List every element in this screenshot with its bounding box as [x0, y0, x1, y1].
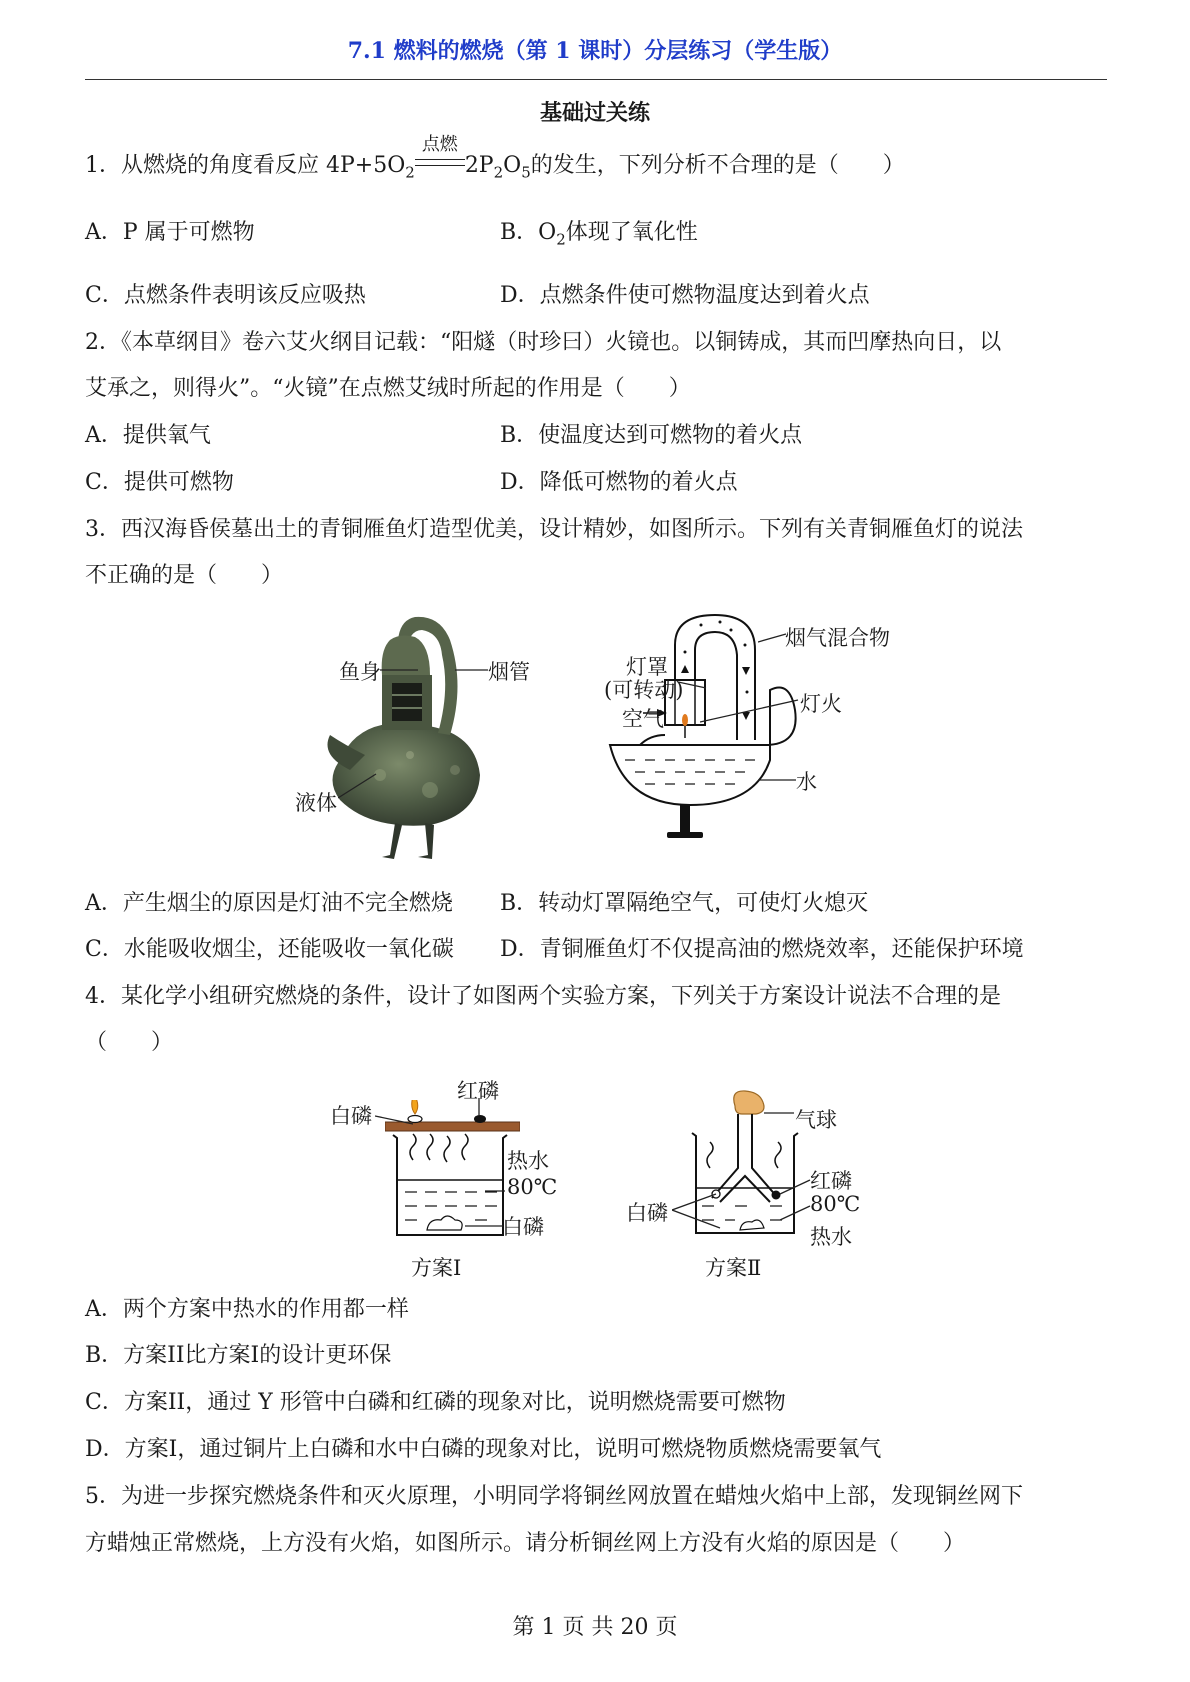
question-1-option-a: A．P 属于可燃物: [85, 220, 255, 245]
question-4-option-c: C．方案II，通过 Y 形管中白磷和红磷的现象对比，说明燃烧需要可燃物: [85, 1390, 786, 1415]
leader-water: [758, 770, 798, 790]
label-fish-body: 鱼身: [339, 660, 381, 684]
question-3-stem-line-1: 3．西汉海昏侯墓出土的青铜雁鱼灯造型优美，设计精妙，如图所示。下列有关青铜雁鱼灯的说法: [85, 517, 1024, 542]
leader-balloon: [764, 1106, 796, 1120]
bronze-lamp-photo: [290, 605, 550, 865]
question-4-stem-line-1: 4．某化学小组研究燃烧的条件，设计了如图两个实验方案，下列关于方案设计说法不合理的是: [85, 984, 1002, 1009]
question-2-option-a: A．提供氧气: [85, 423, 211, 448]
leader-white-phosphorus-2: [672, 1192, 722, 1232]
question-3-stem-line-2: 不正确的是（ ）: [85, 563, 284, 588]
leader-chimney: [455, 660, 490, 680]
reaction-condition-equals: [415, 134, 465, 172]
reaction-condition-label: 点燃: [421, 134, 458, 155]
page-header-title: 7.1 燃料的燃烧（第 1 课时）分层练习（学生版）: [347, 38, 843, 64]
question-1-stem: 1．从燃烧的角度看反应 $4P+5O_2$ 点燃 $2P_2O_5$的发生，下列分析不合理的是（ ）: [85, 134, 905, 182]
label-white-phosphorus-2: 白磷: [626, 1201, 668, 1225]
label-smoke-mix: 烟气混合物: [785, 626, 890, 650]
question-2-stem-line-2: 艾承之，则得火”。“火镜”在点燃艾绒时所起的作用是（ ）: [85, 376, 691, 401]
question-1-option-b: B．$O_2$体现了氧化性: [500, 220, 698, 249]
label-lamp-fire: 灯火: [800, 692, 842, 716]
question-5-stem-line-2: 方蜡烛正常燃烧，上方没有火焰，如图所示。请分析铜丝网上方没有火焰的原因是（ ）: [85, 1531, 966, 1556]
question-4-option-d: D．方案I，通过铜片上白磷和水中白磷的现象对比，说明可燃烧物质燃烧需要氧气: [85, 1437, 882, 1462]
page-footer: 第 1 页 共 20 页: [512, 1615, 678, 1640]
label-red-phosphorus: 红磷: [457, 1079, 499, 1103]
leader-liquid: [338, 770, 378, 800]
leader-fish-body: [380, 660, 420, 680]
section-title: 基础过关练: [539, 100, 650, 126]
question-4-option-b: B．方案II比方案I的设计更环保: [85, 1343, 392, 1368]
question-3-option-c: C．水能吸收烟尘，还能吸收一氧化碳: [85, 937, 454, 962]
label-air: 空气: [622, 707, 664, 731]
label-plan-2: 方案Ⅱ: [705, 1256, 762, 1280]
question-5-stem-line-1: 5．为进一步探究燃烧条件和灭火原理，小明同学将铜丝网放置在蜡烛火焰中上部，发现铜丝网下: [85, 1484, 1024, 1509]
label-water: 水: [796, 770, 817, 794]
label-lamp-cover: 灯罩: [626, 655, 668, 679]
label-chimney: 烟管: [488, 660, 530, 684]
leader-temperature: [485, 1184, 507, 1198]
question-3-option-b: B．转动灯罩隔绝空气，可使灯火熄灭: [500, 891, 869, 916]
question-2-stem-line-1: 2．《本草纲目》卷六艾火纲目记载：“阳燧（时珍曰）火镜也。以铜铸成，其而凹摩热向日，以: [85, 330, 1002, 355]
leader-white-phosphorus-top: [375, 1110, 415, 1130]
question-1-option-d: D．点燃条件使可燃物温度达到着火点: [500, 283, 870, 308]
question-3-option-d: D．青铜雁鱼灯不仅提高油的燃烧效率，还能保护环境: [500, 937, 1024, 962]
leader-smoke-mix: [758, 628, 788, 648]
label-plan-1: 方案Ⅰ: [411, 1256, 462, 1280]
question-4-option-a: A．两个方案中热水的作用都一样: [85, 1297, 409, 1322]
label-white-phosphorus-top: 白磷: [330, 1104, 372, 1128]
label-liquid: 液体: [295, 791, 337, 815]
label-temperature: 80℃: [507, 1175, 558, 1199]
bronze-lamp-illustration: [290, 605, 550, 865]
leader-red-phosphorus: [473, 1098, 485, 1118]
label-hot-water: 热水: [507, 1149, 549, 1173]
label-hot-water-2: 热水: [810, 1225, 852, 1249]
question-2-option-c: C．提供可燃物: [85, 470, 234, 495]
leader-lamp-cover: [678, 676, 708, 696]
label-rotatable: (可转动): [604, 678, 684, 702]
leader-white-phosphorus-water: [465, 1219, 505, 1233]
label-white-phosphorus-water: 白磷: [502, 1215, 544, 1239]
question-1-option-c: C．点燃条件表明该反应吸热: [85, 283, 366, 308]
question-3-option-a: A．产生烟尘的原因是灯油不完全燃烧: [85, 891, 453, 916]
leader-red-phosphorus-2: [780, 1176, 812, 1196]
label-temperature-2: 80℃: [810, 1192, 861, 1216]
question-2-option-b: B．使温度达到可燃物的着火点: [500, 423, 803, 448]
leader-hot-water-2: [780, 1200, 812, 1222]
label-red-phosphorus-2: 红磷: [810, 1169, 852, 1193]
leader-lamp-fire: [700, 696, 800, 726]
question-2-option-d: D．降低可燃物的着火点: [500, 470, 738, 495]
label-balloon: 气球: [795, 1108, 837, 1132]
header-divider: [85, 79, 1107, 80]
question-4-stem-line-2: （ ）: [85, 1030, 174, 1055]
